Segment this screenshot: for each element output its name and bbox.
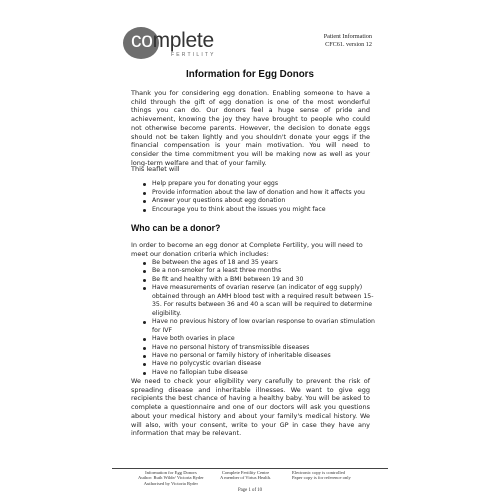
list-item: Have no personal or family history of inheritable diseases <box>131 352 376 360</box>
section-heading: Who can be a donor? <box>131 223 221 233</box>
list-item: Have no personal history of transmissible diseases <box>131 344 376 352</box>
intro-paragraph: Thank you for considering egg donation. Enabling someone to have a child through the gift of egg donation is one of the most wonderful things you can do. Our donors feel a huge sense of pride and achievement, knowing the joy they have brought to people who could not otherwise become parents. However, the decision to donate eggs should not be taken lightly and you shouldn't donate your eggs if the financial compensation is your main motivation. You will need to consider the time commitment you will be making now as well as your long-term welfare and that of your family. <box>131 89 370 167</box>
list-item: Have no polycystic ovarian disease <box>131 360 376 368</box>
list-item: Help prepare you for donating your eggs <box>131 180 376 189</box>
list-item: Have no previous history of low ovarian response to ovarian stimulation for IVF <box>131 318 376 335</box>
list-item: Have both ovaries in place <box>131 335 376 343</box>
page-number: Page 1 of 10 <box>237 488 263 493</box>
footer-divider <box>112 468 388 469</box>
list-item: Provide information about the law of donation and how it affects you <box>131 189 376 198</box>
closing-paragraph: We need to check your eligibility very carefully to prevent the risk of spreading disease and inheritable illnesses. We want to give egg recipients the best chance of having a healthy baby. You will be asked to complete a questionnaire and one of our doctors will ask you questions about your medical history and about your family's medical history. We will also, with your consent, write to your GP in case they have any information that may be relevant. <box>131 377 370 438</box>
leaflet-lead: This leaflet will <box>131 165 180 173</box>
list-item: Answer your questions about egg donation <box>131 197 376 206</box>
leaflet-list <box>131 180 376 214</box>
criteria-intro: In order to become an egg donor at Complete Fertility, you will need to meet our donation criteria which includes: <box>131 241 363 258</box>
list-item: Have no fallopian tube disease <box>131 369 376 377</box>
doc-type: Patient Information <box>323 33 372 40</box>
document-reference <box>324 33 372 48</box>
list-item: Have measurements of ovarian reserve (an indicator of egg supply) obtained through an AMH blood test with a required result between 15-35. For results between 36 and 40 a scan will be required to determine eligibility. <box>131 284 376 318</box>
footer-copy-control: Electronic copy is controlled Paper copy is for reference only <box>292 470 351 481</box>
doc-version: CFC61. version 12 <box>325 40 372 48</box>
page-title: Information for Egg Donors <box>186 69 314 80</box>
list-item: Be a non-smoker for a least three months <box>131 267 376 275</box>
footer-document-info: Information for Egg Donors Author: Ruth Wilde/ Victoria Ryder Authorised by Victoria Ryder <box>138 470 204 486</box>
list-item: Be between the ages of 18 and 35 years <box>131 259 376 267</box>
list-item: Be fit and healthy with a BMI between 19 and 30 <box>131 276 376 284</box>
criteria-list <box>131 259 376 377</box>
complete-fertility-logo <box>123 27 216 61</box>
logo-wordmark: complete <box>131 29 214 52</box>
list-item: Encourage you to think about the issues you might face <box>131 206 376 215</box>
footer-organisation: Complete Fertility Centre A member of Virtus Health. <box>220 470 272 481</box>
logo-tagline: FERTILITY <box>171 52 216 58</box>
